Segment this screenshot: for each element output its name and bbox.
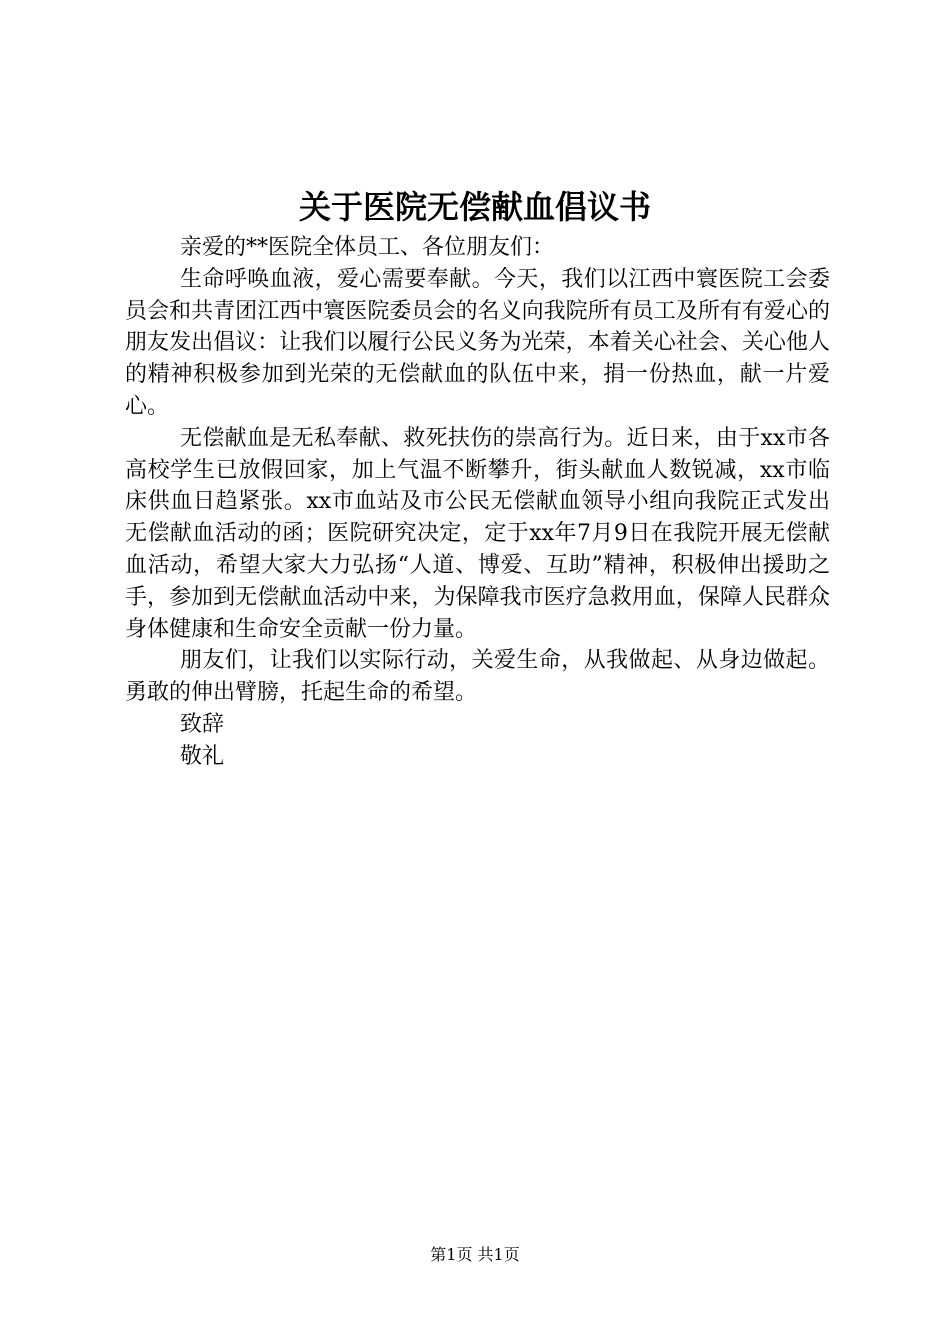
paragraph-1: 生命呼唤血液，爱心需要奉献。今天，我们以江西中寰医院工会委员会和共青团江西中寰医院委员会的名义向我院所有员工及所有有爱心的朋友发出倡议：让我们以履行公民义务为光荣，本着关心社会、关心他人的精神积极参加到光荣的无偿献血的队伍中来，捐一份热血，献一片爱心。 — [125, 266, 830, 419]
document-body — [125, 232, 830, 773]
document-title: 关于医院无偿献血倡议书 — [298, 188, 651, 226]
page-footer: 第1页 共1页 — [430, 1245, 520, 1264]
salutation: 亲爱的**医院全体员工、各位朋友们： — [180, 235, 555, 260]
closing-line-2: 敬礼 — [180, 743, 225, 769]
closing-line-1: 致辞 — [180, 711, 225, 737]
paragraph-3: 朋友们，让我们以实际行动，关爱生命，从我做起、从身边做起。勇敢的伸出臂膀，托起生命的希望。 — [125, 648, 830, 706]
paragraph-2: 无偿献血是无私奉献、救死扶伤的崇高行为。近日来，由于xx市各高校学生已放假回家，加上气温不断攀升，街头献血人数锐减，xx市临床供血日趋紧张。xx市血站及市公民无偿献血领导小组向我院正式发出无偿献血活动的函；医院研究决定，定于xx年7月9日在我院开展无偿献血活动，希望大家大力弘扬“人道、博爱、互助”精神，积极伸出援助之手，参加到无偿献血活动中来，为保障我市医疗急救用血，保障人民群众身体健康和生命安全贡献一份力量。 — [125, 425, 830, 642]
